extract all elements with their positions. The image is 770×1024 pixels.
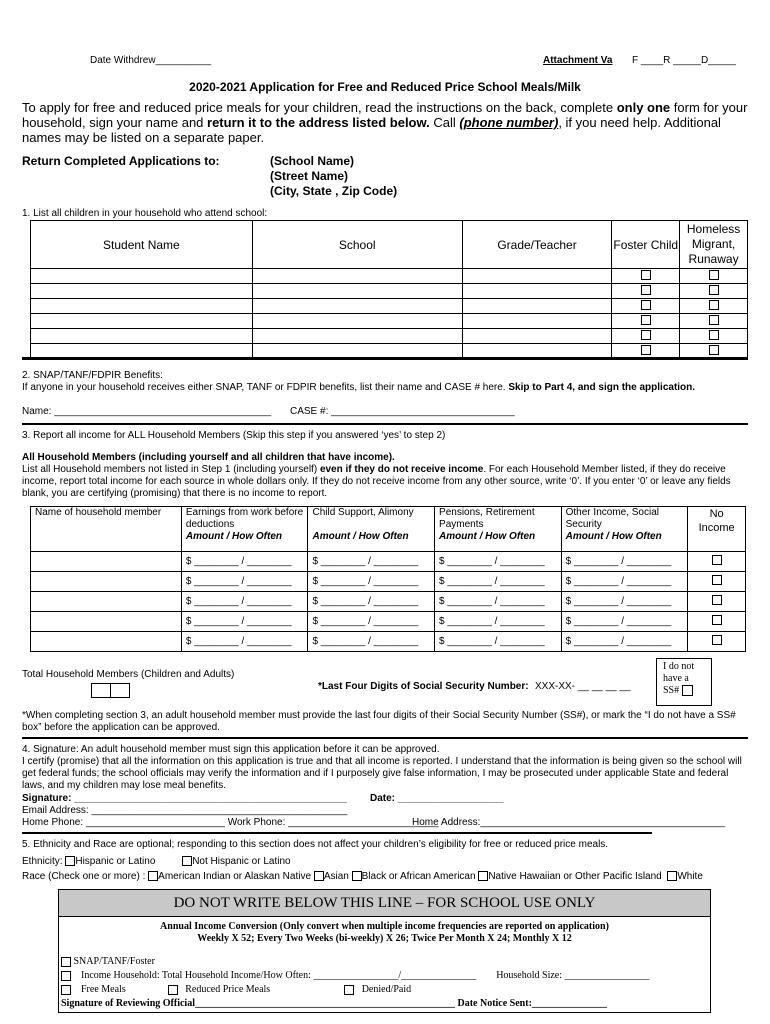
- child-support-cell[interactable]: $ ________ / ________: [308, 592, 435, 612]
- school-cell[interactable]: [252, 284, 462, 299]
- office-use-section: [58, 889, 711, 1013]
- total-members-box-2[interactable]: [110, 683, 130, 698]
- col-member-name: Name of household member: [31, 507, 182, 552]
- step3-label: 3. Report all income for ALL Household Members (Skip this step if you answered ‘yes’ to step 2): [22, 430, 446, 441]
- no-income-checkbox[interactable]: [712, 555, 722, 565]
- homeless-cell: [680, 299, 748, 314]
- homeless-cell: [680, 314, 748, 329]
- reduced-meals-checkbox[interactable]: [168, 985, 178, 995]
- child-row: [31, 299, 748, 314]
- no-income-cell: [688, 572, 746, 592]
- snap-foster-checkbox[interactable]: [61, 957, 71, 967]
- col-other-income: Other Income, Social Security Amount / How Often: [561, 507, 688, 552]
- student-name-cell[interactable]: [31, 284, 253, 299]
- child-row: [31, 314, 748, 329]
- earnings-cell[interactable]: $ ________ / ________: [181, 572, 308, 592]
- child-row: [31, 284, 748, 299]
- no-income-checkbox[interactable]: [712, 595, 722, 605]
- member-row: [31, 592, 746, 612]
- school-cell[interactable]: [252, 299, 462, 314]
- race-white-checkbox[interactable]: [667, 871, 677, 881]
- student-name-cell[interactable]: [31, 329, 253, 344]
- earnings-cell[interactable]: $ ________ / ________: [181, 552, 308, 572]
- free-meals-checkbox[interactable]: [61, 985, 71, 995]
- foster-child-cell: [612, 269, 680, 284]
- hispanic-checkbox[interactable]: [65, 856, 75, 866]
- child-support-cell[interactable]: $ ________ / ________: [308, 552, 435, 572]
- total-members-label: Total Household Members (Children and Adults): [22, 669, 235, 680]
- pensions-cell[interactable]: $ ________ / ________: [435, 592, 562, 612]
- denied-checkbox[interactable]: [344, 985, 354, 995]
- member-row: [31, 552, 746, 572]
- office-banner: DO NOT WRITE BELOW THIS LINE – FOR SCHOOL USE ONLY: [59, 890, 710, 917]
- grade-teacher-cell[interactable]: [462, 299, 612, 314]
- step2-text: If anyone in your household receives either SNAP, TANF or FDPIR benefits, list their name and CASE # here. Skip to Part 4, and sign the application.: [22, 382, 696, 393]
- child-row: [31, 329, 748, 344]
- col-child-support: Child Support, Alimony Amount / How Often: [308, 507, 435, 552]
- no-ssn-checkbox[interactable]: [682, 685, 693, 696]
- other-income-cell[interactable]: $ ________ / ________: [561, 552, 688, 572]
- return-address: (School Name) (Street Name) (City, State , Zip Code): [270, 154, 398, 198]
- race-asian-checkbox[interactable]: [314, 871, 324, 881]
- children-table: [30, 220, 748, 359]
- snap-name-field[interactable]: Name: _______________________________________: [22, 406, 272, 417]
- foster-checkbox[interactable]: [641, 300, 651, 310]
- homeless-checkbox[interactable]: [709, 345, 719, 355]
- other-income-cell[interactable]: $ ________ / ________: [561, 572, 688, 592]
- divider: [22, 423, 748, 425]
- frd-codes: F ____R _____D_____: [632, 55, 736, 66]
- not-hispanic-checkbox[interactable]: [182, 856, 192, 866]
- step5-label: 5. Ethnicity and Race are optional; responding to this section does not affect your children’s eligibility for free or reduced price meals.: [22, 839, 609, 850]
- no-income-checkbox[interactable]: [712, 575, 722, 585]
- step3-text: List all Household members not listed in Step 1 (including yourself) even if they do not receive income. For each Household Member listed, if they do receive income, report total income for each source in whole dollars only. If they do not receive income from any other source, write ‘0’. If you enter ‘0’ or leave any fields blank, you are certifying (promising) that there is no income to report.: [22, 464, 731, 499]
- homeless-checkbox[interactable]: [709, 300, 719, 310]
- page-title: 2020-2021 Application for Free and Reduced Price School Meals/Milk: [189, 80, 581, 94]
- return-label: Return Completed Applications to:: [22, 154, 220, 168]
- pensions-cell[interactable]: $ ________ / ________: [435, 552, 562, 572]
- foster-child-cell: [612, 284, 680, 299]
- step1-label: 1. List all children in your household who attend school:: [22, 208, 268, 219]
- ssn-note: *When completing section 3, an adult household member must provide the last four digits of their Social Security Number (SS#), or mark the “I do not have a SS# box” before the application can be approved.: [22, 710, 736, 733]
- no-ssn-box[interactable]: I do not have a SS#: [656, 658, 712, 706]
- date-field[interactable]: Date: ___________________: [370, 793, 504, 804]
- ssn-label: *Last Four Digits of Social Security Number:: [318, 681, 529, 692]
- member-name-cell[interactable]: [31, 592, 182, 612]
- foster-checkbox[interactable]: [641, 285, 651, 295]
- intro-paragraph: To apply for free and reduced price meals for your children, read the instructions on the back, complete only one form for your household, sign your name and return it to the address listed below. Call (phone number), if you need help. Additional names may be listed on a separate paper.: [22, 100, 748, 145]
- pensions-cell[interactable]: $ ________ / ________: [435, 612, 562, 632]
- snap-case-field[interactable]: CASE #: _________________________________: [290, 406, 515, 417]
- homeless-checkbox[interactable]: [709, 330, 719, 340]
- foster-child-cell: [612, 299, 680, 314]
- foster-checkbox[interactable]: [641, 345, 651, 355]
- foster-child-cell: [612, 329, 680, 344]
- race-black-checkbox[interactable]: [352, 871, 362, 881]
- col-earnings: Earnings from work before deductions Amount / How Often: [181, 507, 308, 552]
- homeless-checkbox[interactable]: [709, 285, 719, 295]
- child-row: [31, 269, 748, 284]
- earnings-cell[interactable]: $ ________ / ________: [181, 612, 308, 632]
- signature-field[interactable]: Signature: _________________________________________________: [22, 793, 347, 804]
- member-row: [31, 572, 746, 592]
- no-income-checkbox[interactable]: [712, 635, 722, 645]
- no-income-cell: [688, 612, 746, 632]
- child-support-cell[interactable]: $ ________ / ________: [308, 612, 435, 632]
- child-support-cell[interactable]: $ ________ / ________: [308, 572, 435, 592]
- attachment-label: Attachment Va: [543, 55, 613, 66]
- no-income-cell: [688, 632, 746, 652]
- other-income-cell[interactable]: $ ________ / ________: [561, 632, 688, 652]
- date-withdrew: Date Withdrew__________: [90, 55, 212, 66]
- no-income-cell: [688, 552, 746, 572]
- student-name-cell[interactable]: [31, 299, 253, 314]
- member-name-cell[interactable]: [31, 612, 182, 632]
- school-cell[interactable]: [252, 269, 462, 284]
- pensions-cell[interactable]: $ ________ / ________: [435, 632, 562, 652]
- col-grade: Grade/Teacher: [462, 221, 612, 269]
- ssn-field[interactable]: XXX-XX- __ __ __ __: [535, 681, 631, 692]
- divider: [22, 832, 652, 834]
- pensions-cell[interactable]: $ ________ / ________: [435, 572, 562, 592]
- income-household-checkbox[interactable]: [61, 971, 71, 981]
- member-row: [31, 612, 746, 632]
- child-support-cell[interactable]: $ ________ / ________: [308, 632, 435, 652]
- student-name-cell[interactable]: [31, 314, 253, 329]
- homeless-checkbox[interactable]: [709, 270, 719, 280]
- member-name-cell[interactable]: [31, 552, 182, 572]
- col-school: School: [252, 221, 462, 269]
- homeless-cell: [680, 284, 748, 299]
- step4-label: 4. Signature: An adult household member must sign this application before it can be approved.: [22, 744, 440, 755]
- homeless-cell: [680, 269, 748, 284]
- total-members-box-1[interactable]: [91, 683, 111, 698]
- other-income-cell[interactable]: $ ________ / ________: [561, 592, 688, 612]
- phone-number: (phone number): [459, 115, 559, 130]
- office-determination: SNAP/TANF/Foster Income Household: Total Household Income/How Often: _________________/_______________ Household Size: _________________ Free Meals Reduced Price Meals Denied/Paid Signature of Reviewing Official____________________________________________________ Date Notice Sent:_______________: [61, 956, 650, 1009]
- grade-teacher-cell[interactable]: [462, 329, 612, 344]
- member-row: [31, 632, 746, 652]
- step4-certification: I certify (promise) that all the information on this application is true and that all income is reported. I understand that the information is being given so the school will get federal funds; the school officials may verify the information and if I purposely give false information, I may be prosecuted under applicable State and federal laws, and my children may lose meal benefits.: [22, 756, 742, 791]
- race-hawaiian-checkbox[interactable]: [478, 871, 488, 881]
- step2-label: 2. SNAP/TANF/FDPIR Benefits:: [22, 370, 163, 381]
- earnings-cell[interactable]: $ ________ / ________: [181, 632, 308, 652]
- grade-teacher-cell[interactable]: [462, 314, 612, 329]
- col-no-income: No Income: [688, 507, 746, 552]
- divider: [22, 357, 748, 360]
- foster-checkbox[interactable]: [641, 270, 651, 280]
- school-cell[interactable]: [252, 329, 462, 344]
- other-income-cell[interactable]: $ ________ / ________: [561, 612, 688, 632]
- step3-heading: All Household Members (including yourself and all children that have income).: [22, 452, 395, 463]
- earnings-cell[interactable]: $ ________ / ________: [181, 592, 308, 612]
- race-american-indian-checkbox[interactable]: [148, 871, 158, 881]
- no-income-cell: [688, 592, 746, 612]
- col-pensions: Pensions, Retirement Payments Amount / How Often: [435, 507, 562, 552]
- phone-fields[interactable]: Home Phone: _________________________ Work Phone: ___________________________: [22, 817, 439, 828]
- no-income-checkbox[interactable]: [712, 615, 722, 625]
- col-student-name: Student Name: [31, 221, 253, 269]
- col-foster: Foster Child: [612, 221, 680, 269]
- student-name-cell[interactable]: [31, 269, 253, 284]
- race-row: Race (Check one or more) : American Indian or Alaskan Native Asian Black or African American Native Hawaiian or Other Pacific Island White: [22, 871, 703, 882]
- grade-teacher-cell[interactable]: [462, 284, 612, 299]
- grade-teacher-cell[interactable]: [462, 269, 612, 284]
- foster-checkbox[interactable]: [641, 315, 651, 325]
- email-field[interactable]: Email Address: ______________________________________________: [22, 805, 348, 816]
- divider: [22, 737, 748, 739]
- income-conversion: Annual Income Conversion (Only convert when multiple income frequencies are reported on application) Weekly X 52; Every Two Weeks (bi-weekly) X 26; Twice Per Month X 24; Monthly X 12: [160, 921, 609, 944]
- foster-child-cell: [612, 314, 680, 329]
- home-address-field[interactable]: Home Address:____________________________________________: [412, 817, 726, 828]
- col-homeless: Homeless Migrant, Runaway: [680, 221, 748, 269]
- homeless-cell: [680, 329, 748, 344]
- foster-checkbox[interactable]: [641, 330, 651, 340]
- member-name-cell[interactable]: [31, 572, 182, 592]
- school-cell[interactable]: [252, 314, 462, 329]
- member-name-cell[interactable]: [31, 632, 182, 652]
- homeless-checkbox[interactable]: [709, 315, 719, 325]
- ethnicity-row: Ethnicity: Hispanic or Latino Not Hispanic or Latino: [22, 856, 291, 867]
- income-table: [30, 506, 746, 652]
